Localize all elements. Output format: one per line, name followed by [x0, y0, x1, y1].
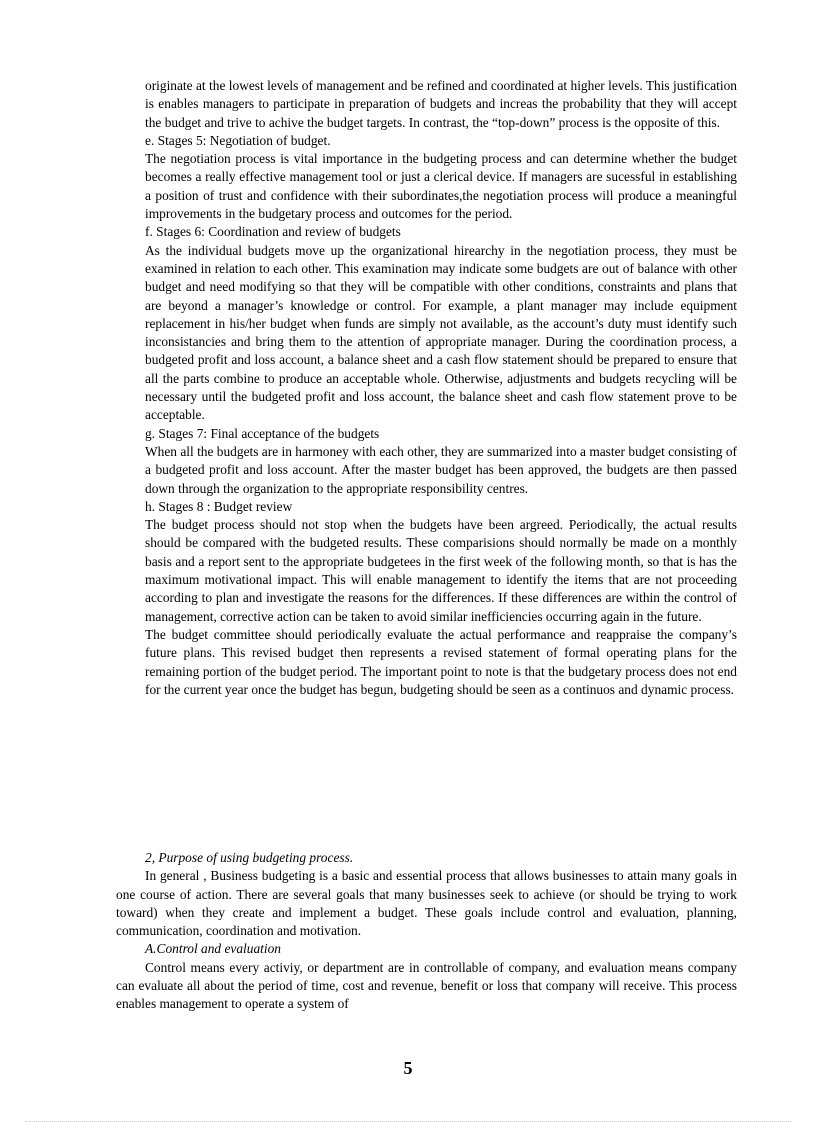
stage-7-heading: g. Stages 7: Final acceptance of the budgets	[145, 425, 380, 441]
budget-review-paragraph: The budget process should not stop when the budgets have been argreed. Periodically, the actual results should be compared with the budgeted results. These comparisions should normally be made on a monthly basis and a report sent to the appropriate budgetees in the first week of the following month, so that is has the maximum motivational impact. This will enable management to identify the items that are not proceeding according to plan and investigate the reasons for the differences. If these differences are within the control of management, corrective action can be taken to avoid similar inefficiencies occurring again in the future.	[145, 517, 737, 624]
stage-6-heading: f. Stages 6: Coordination and review of budgets	[145, 224, 401, 240]
final-acceptance-paragraph: When all the budgets are in harmoney with each other, they are summarized into a master budget consisting of a budgeted profit and loss account. After the master budget has been approved, the budgets are then passed down through the organization to the appropriate responsibility centres.	[145, 443, 737, 496]
purpose-paragraph: In general , Business budgeting is a basic and essential process that allows businesses to attain many goals in one course of action. There are several goals that many businesses seek to achieve (or should be trying to work toward) when they create and implement a budget. These goals include control and evaluation, planning, communication, coordination and motivation.	[116, 868, 737, 939]
stage-5-heading: e. Stages 5: Negotiation of budget.	[145, 132, 331, 148]
subheading-control-evaluation: A.Control and evaluation	[145, 941, 282, 957]
control-paragraph: Control means every activiy, or department are in controllable of company, and evaluation means company can evaluate all about the period of time, cost and revenue, benefit or loss that company will receive. This process enables management to operate a system of	[116, 959, 737, 1012]
negotiation-paragraph: The negotiation process is vital importance in the budgeting process and can determine whether the budget becomes a really effective management tool or just a clerical device. If managers are sucessful in establishing a position of trust and confidence with their subordinates,the negotiation process will produce a meaningful improvements in the budgetary process and outcomes for the period.	[145, 151, 737, 222]
budget-committee-paragraph: The budget committee should periodically evaluate the actual performance and reappraise the company’s future plans. This revised budget then represents a revised statement of formal operating plans for the remaining portion of the budget period. The important point to note is that the budgetary process does not end for the current year once the budget has begun, budgeting should be seen as a continuos and dynamic process.	[145, 626, 737, 697]
purpose-section	[116, 849, 737, 1014]
coordination-paragraph: As the individual budgets move up the organizational hirearchy in the negotiation process, they must be examined in relation to each other. This examination may indicate some budgets are out of balance with other budget and need modifying so that they will be compatible with other conditions, constraints and plans that are beyond a manager’s knowledge or control. For example, a plant manager may include equipment replacement in his/her budget when funds are simply not available, as the account’s duty must identify such inconsistancies and bring them to the attention of appropriate manager. During the coordination process, a budgeted profit and loss account, a balance sheet and a cash flow statement should be prepared to ensure that all the parts combine to produce an acceptable whole. Otherwise, adjustments and budgets recycling will be necessary until the budgeted profit and loss account, the balance sheet and cash flow statement prove to be acceptable.	[145, 242, 737, 423]
top-down-paragraph: originate at the lowest levels of management and be refined and coordinated at higher levels. This justification is enables managers to participate in preparation of budgets and increas the probability that they will accept the budget and trive to achive the budget targets. In contrast, the “top-down” process is the opposite of this.	[145, 78, 737, 130]
stages-section	[145, 77, 737, 699]
page-number: 5	[403, 1058, 413, 1078]
page-bottom-rule	[25, 1121, 791, 1122]
stage-8-heading: h. Stages 8 : Budget review	[145, 498, 293, 514]
section-heading-purpose: 2, Purpose of using budgeting process.	[145, 850, 354, 865]
